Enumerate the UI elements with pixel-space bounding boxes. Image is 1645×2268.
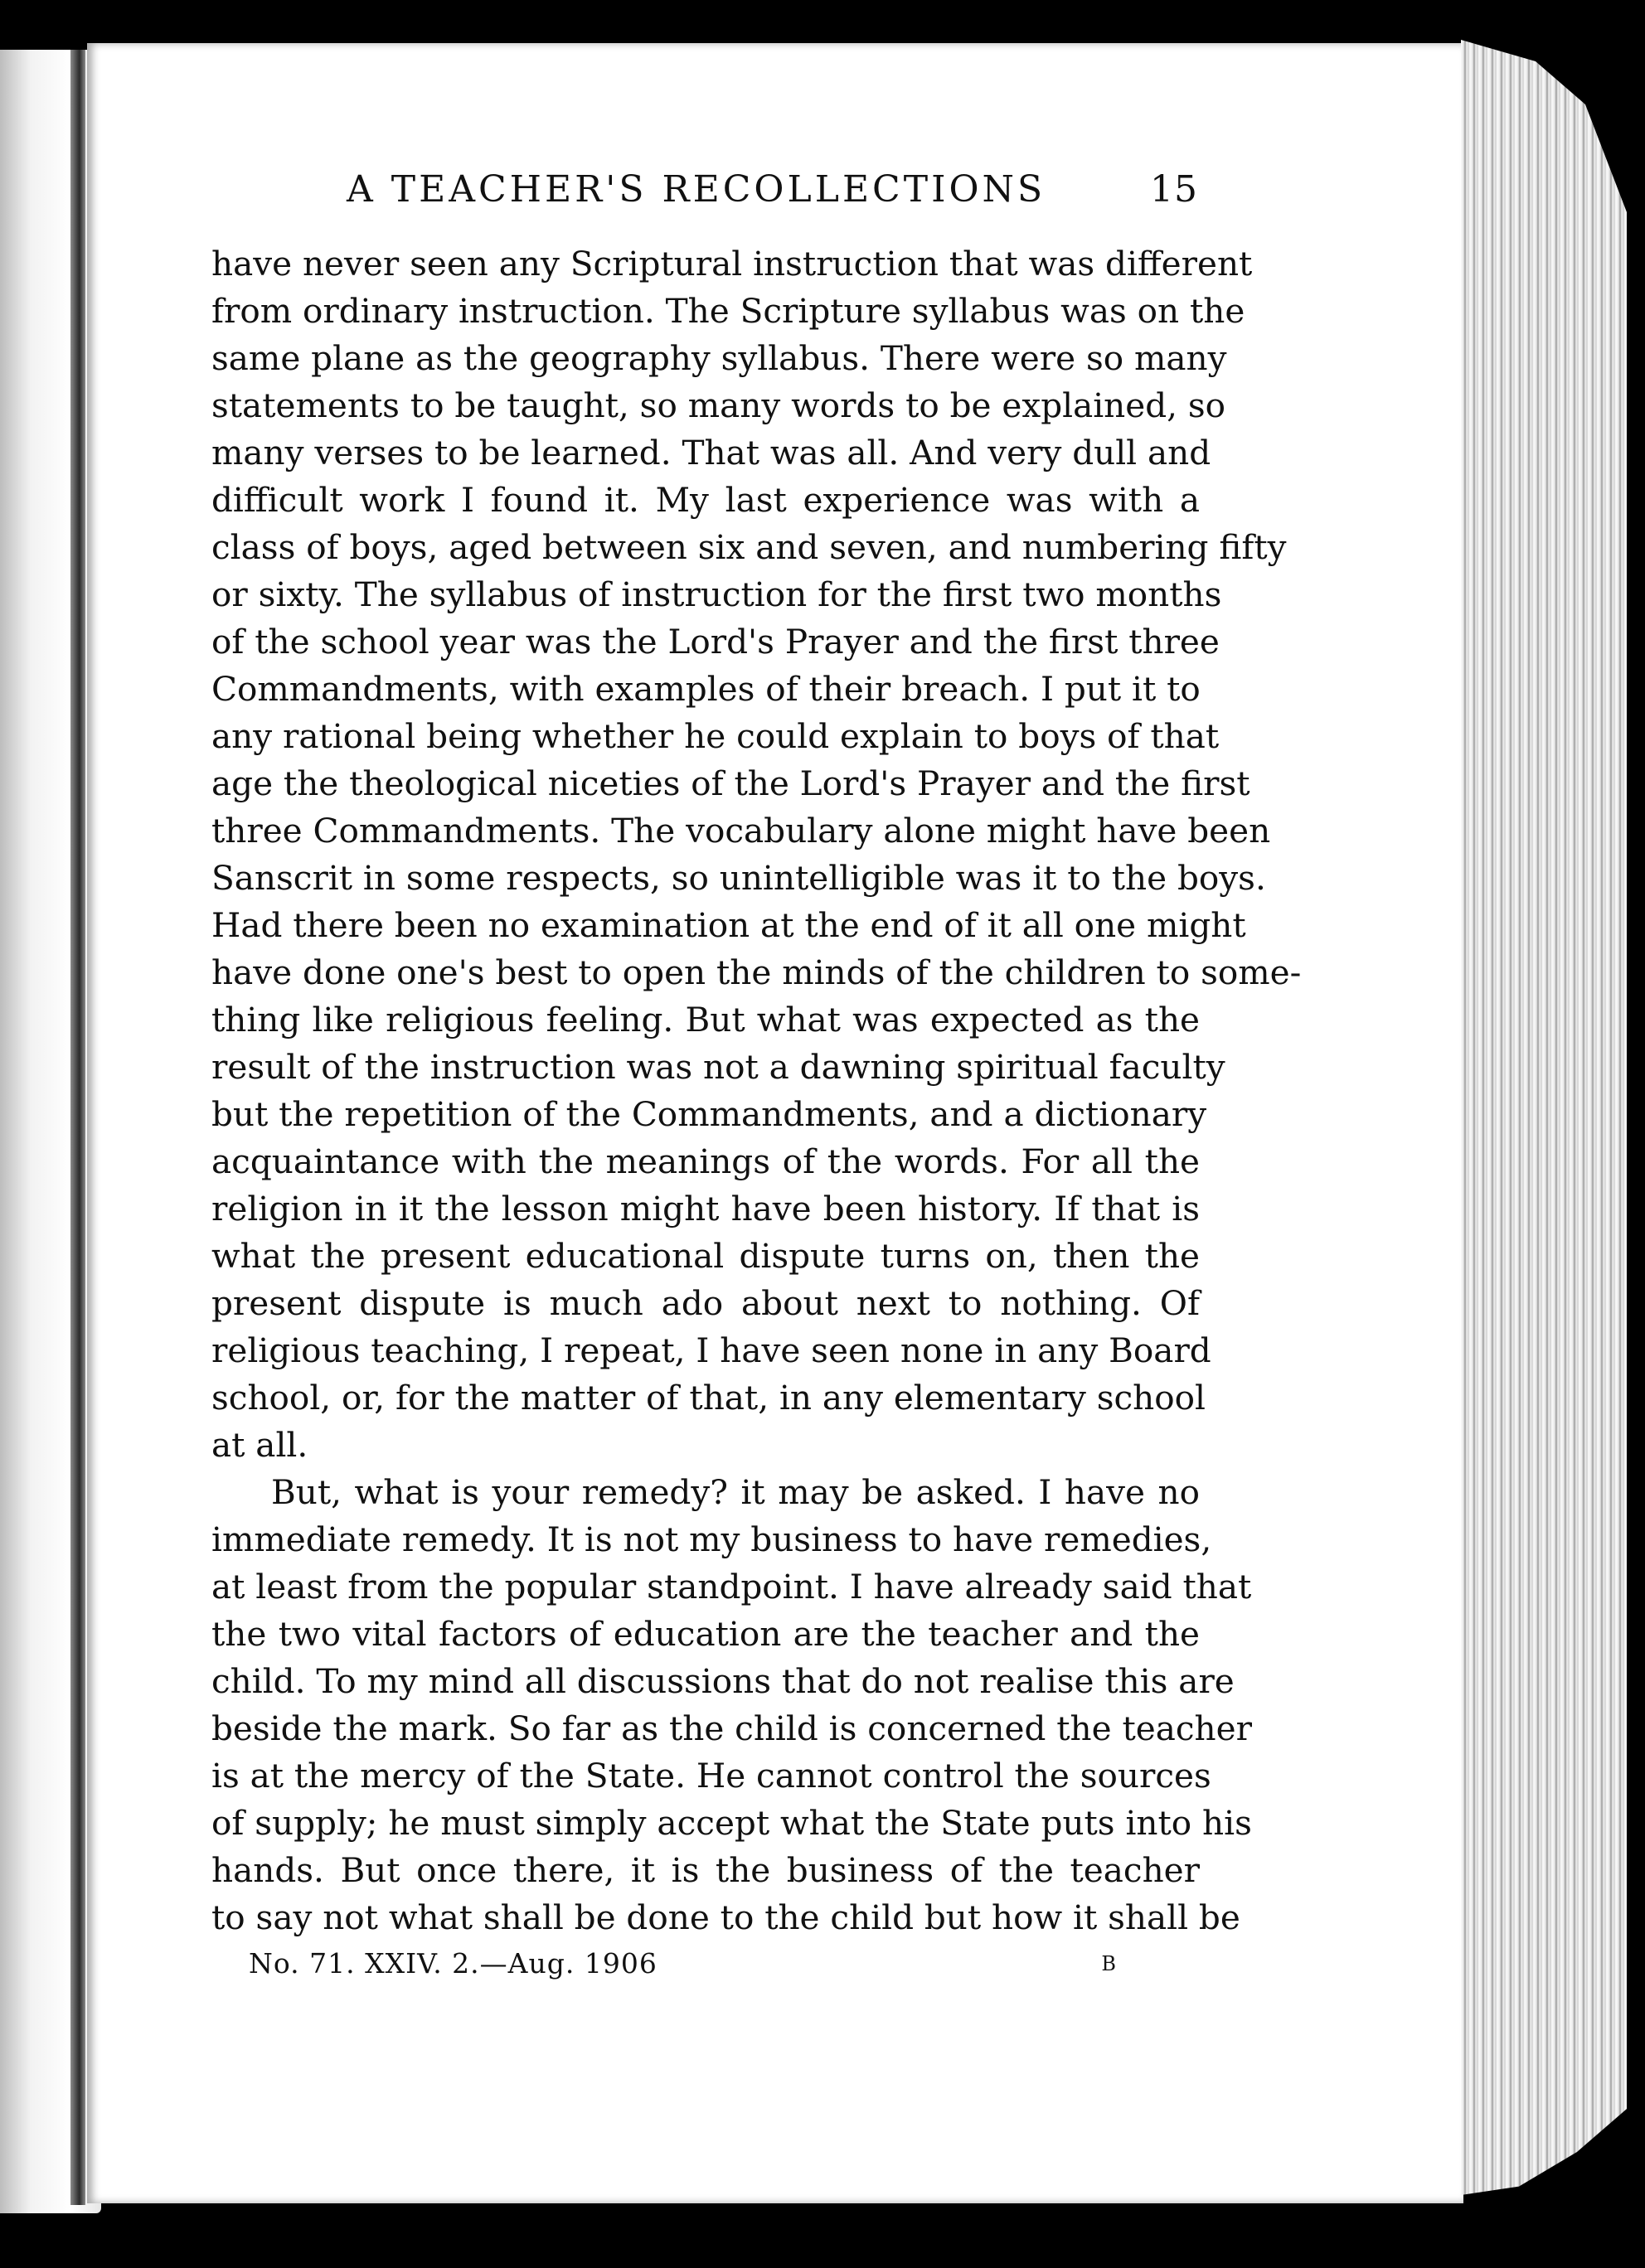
text-line: any rational being whether he could explain to boys of that: [211, 716, 1220, 756]
signature-mark: B: [1101, 1952, 1116, 1975]
text-line: But, what is your remedy? it may be asked. I have no: [271, 1472, 1200, 1512]
page-number: 15: [1150, 168, 1198, 211]
text-line: or sixty. The syllabus of instruction for the first two months: [211, 574, 1222, 614]
text-line: Had there been no examination at the end of it all one might: [211, 905, 1246, 945]
text-line: result of the instruction was not a dawning spiritual faculty: [211, 1047, 1225, 1087]
text-line: present dispute is much ado about next to nothing. Of: [211, 1283, 1200, 1323]
text-line: same plane as the geography syllabus. There were so many: [211, 338, 1227, 378]
book-gutter: [70, 50, 85, 2205]
text-line: what the present educational dispute turns on, then the: [211, 1236, 1200, 1276]
text-line: religious teaching, I repeat, I have seen none in any Board: [211, 1330, 1211, 1370]
text-line: school, or, for the matter of that, in any elementary school: [211, 1378, 1206, 1418]
page-edges: [1461, 40, 1627, 2195]
text-line: at all.: [211, 1425, 308, 1465]
text-line: the two vital factors of education are the teacher and the: [211, 1614, 1200, 1654]
text-line: Commandments, with examples of their breach. I put it to: [211, 669, 1201, 709]
text-line: is at the mercy of the State. He cannot control the sources: [211, 1756, 1211, 1796]
text-line: have done one's best to open the minds of the children to some-: [211, 952, 1302, 992]
text-line: age the theological niceties of the Lord's Prayer and the first: [211, 763, 1250, 803]
text-line: three Commandments. The vocabulary alone might have been: [211, 811, 1271, 850]
text-line: but the repetition of the Commandments, and a dictionary: [211, 1094, 1207, 1134]
text-line: at least from the popular standpoint. I have already said that: [211, 1567, 1252, 1606]
signature-line: No. 71. XXIV. 2.—Aug. 1906: [249, 1947, 658, 1980]
text-line: many verses to be learned. That was all. And very dull and: [211, 433, 1211, 472]
text-line: have never seen any Scriptural instruction that was different: [211, 244, 1253, 284]
text-line: difficult work I found it. My last experience was with a: [211, 480, 1200, 520]
text-line: to say not what shall be done to the child but how it shall be: [211, 1897, 1240, 1937]
text-line: from ordinary instruction. The Scripture syllabus was on the: [211, 291, 1245, 331]
body-text: [211, 240, 1302, 1941]
text-line: class of boys, aged between six and seven, and numbering fifty: [211, 527, 1287, 567]
text-line: acquaintance with the meanings of the words. For all the: [211, 1141, 1200, 1181]
left-page-edge: [0, 50, 101, 2213]
running-head-title: A TEACHER'S RECOLLECTIONS: [347, 168, 1046, 211]
text-line: child. To my mind all discussions that do not realise this are: [211, 1661, 1235, 1701]
text-line: of supply; he must simply accept what the State puts into his: [211, 1803, 1252, 1843]
page-footer: [249, 1947, 1119, 1989]
text-line: religion in it the lesson might have been history. If that is: [211, 1189, 1200, 1228]
text-line: Sanscrit in some respects, so unintelligible was it to the boys.: [211, 858, 1266, 898]
text-line: immediate remedy. It is not my business to have remedies,: [211, 1519, 1212, 1559]
running-head: [211, 168, 1198, 226]
text-line: statements to be taught, so many words to be explained, so: [211, 385, 1226, 425]
text-line: thing like religious feeling. But what was expected as the: [211, 1000, 1200, 1040]
text-line: of the school year was the Lord's Prayer and the first three: [211, 622, 1220, 662]
text-line: hands. But once there, it is the business of the teacher: [211, 1850, 1200, 1890]
text-line: beside the mark. So far as the child is concerned the teacher: [211, 1708, 1252, 1748]
